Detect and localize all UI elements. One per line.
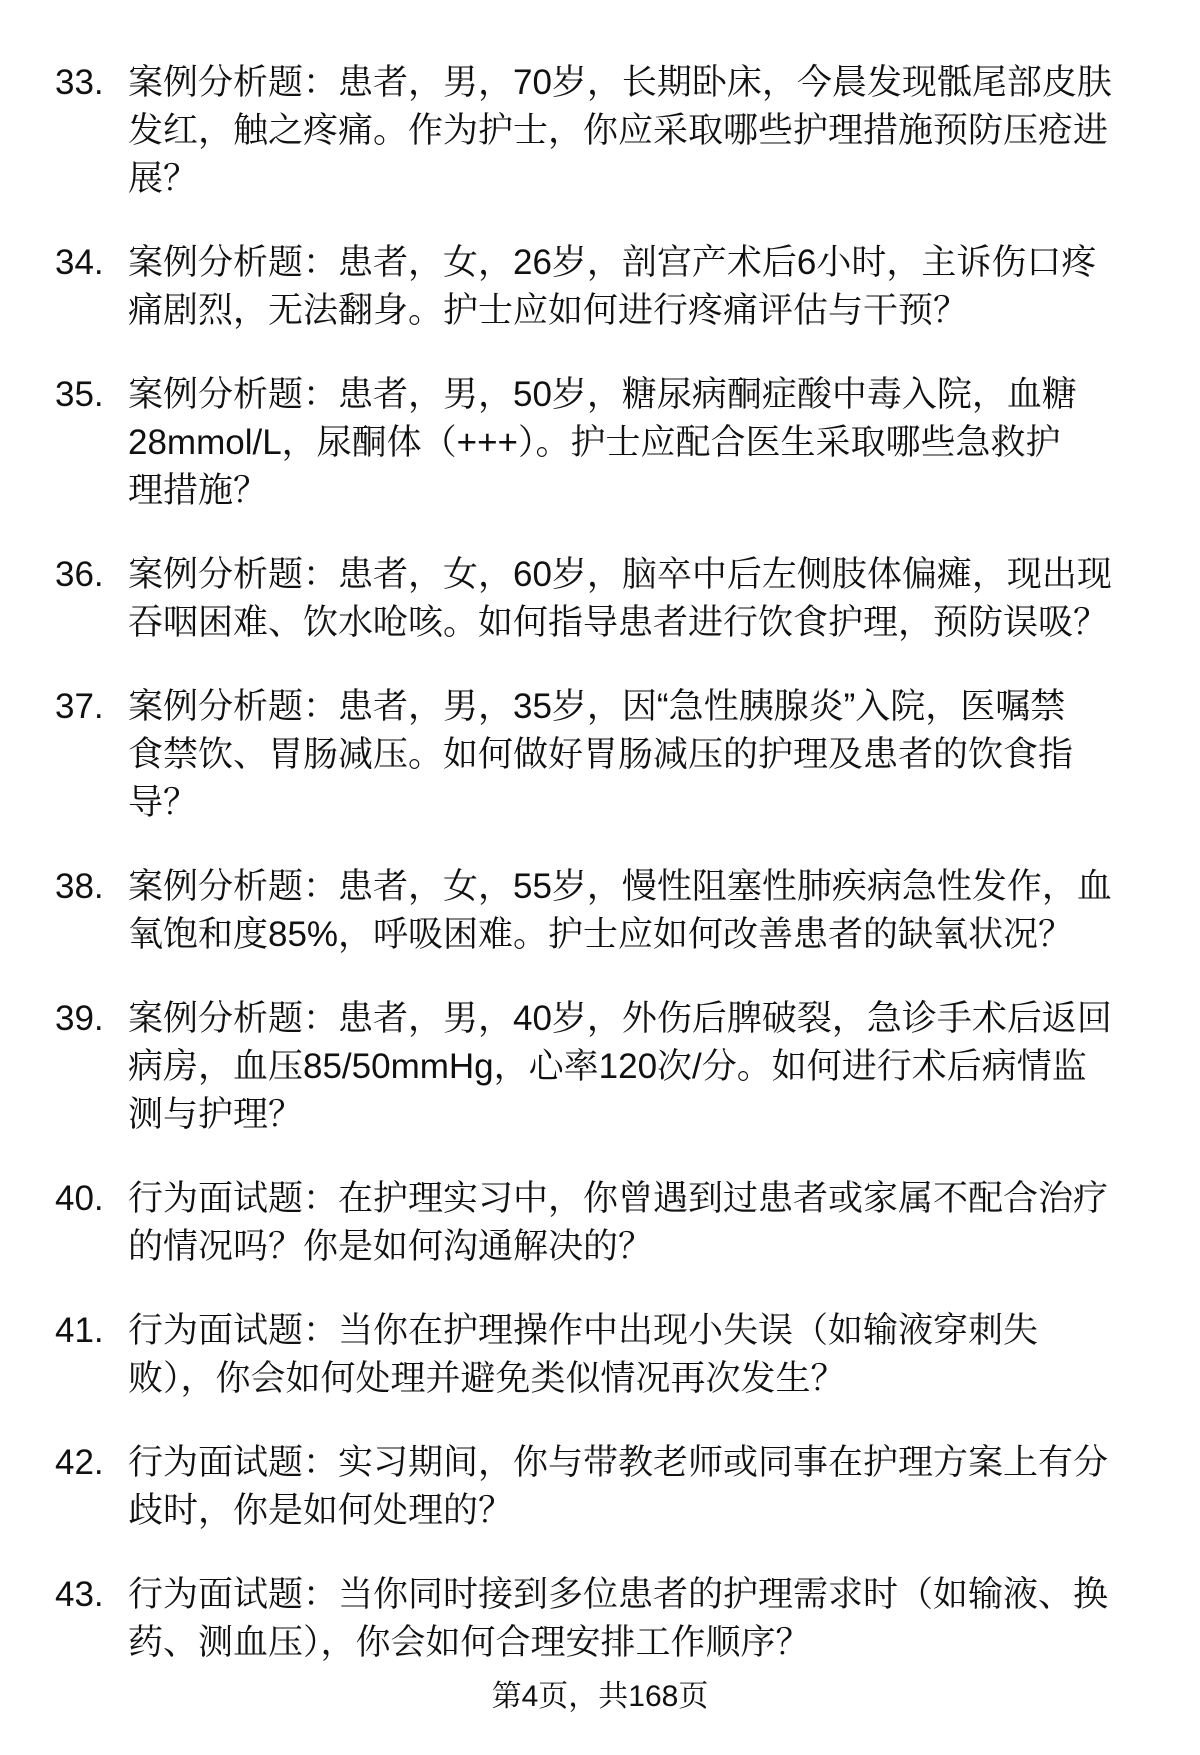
question-item [0, 1307, 1200, 1403]
question-text [128, 1439, 1200, 1535]
question-number: 39. [55, 999, 104, 1038]
question-item [0, 59, 1200, 203]
page-number: 第4页，共168页 [491, 1680, 709, 1713]
question-text-line: 28mmol/L，尿酮体（+++）。护士应配合医生采取哪些急救护 [128, 423, 1061, 462]
question-text-line: 歧时，你是如何处理的？ [128, 1491, 514, 1530]
question-text [128, 1175, 1200, 1271]
question-text [128, 1307, 1200, 1403]
question-text [128, 551, 1200, 647]
question-text-line: 败），你会如何处理并避免类似情况再次发生？ [128, 1359, 846, 1398]
question-item [0, 995, 1200, 1139]
question-text-line: 测与护理？ [128, 1095, 304, 1134]
question-text-line: 食禁饮、胃肠减压。如何做好胃肠减压的护理及患者的饮食指 [128, 735, 1074, 774]
question-text-line: 行为面试题：在护理实习中，你曾遇到过患者或家属不配合治疗 [128, 1179, 1109, 1218]
question-number: 40. [55, 1179, 104, 1218]
question-text-line: 理措施？ [128, 471, 269, 510]
question-text-line: 病房，血压85/50mmHg，心率120次/分。如何进行术后病情监 [128, 1047, 1087, 1086]
question-text-line: 案例分析题：患者，男，40岁，外伤后脾破裂，急诊手术后返回 [128, 999, 1112, 1038]
question-number: 43. [55, 1575, 104, 1614]
question-list [0, 59, 1200, 1703]
question-text [128, 1571, 1200, 1667]
question-text-line: 案例分析题：患者，女，55岁，慢性阻塞性肺疾病急性发作，血 [128, 867, 1112, 906]
question-text-line: 吞咽困难、饮水呛咳。如何指导患者进行饮食护理，预防误吸？ [128, 603, 1109, 642]
question-text [128, 371, 1200, 515]
question-text-line: 导？ [128, 783, 199, 822]
question-number: 37. [55, 687, 104, 726]
question-text [128, 863, 1200, 959]
question-number: 41. [55, 1311, 104, 1350]
question-text-line: 行为面试题：实习期间，你与带教老师或同事在护理方案上有分 [128, 1443, 1109, 1482]
question-number: 35. [55, 375, 104, 414]
question-item [0, 371, 1200, 515]
question-text-line: 展？ [128, 159, 199, 198]
question-text-line: 行为面试题：当你在护理操作中出现小失误（如输液穿刺失 [128, 1311, 1039, 1350]
question-item [0, 1175, 1200, 1271]
question-item [0, 863, 1200, 959]
question-item [0, 239, 1200, 335]
question-number: 42. [55, 1443, 104, 1482]
question-number: 33. [55, 63, 104, 102]
question-number: 36. [55, 555, 104, 594]
question-text-line: 案例分析题：患者，女，26岁，剖宫产术后6小时，主诉伤口疼 [128, 243, 1097, 282]
question-text-line: 药、测血压），你会如何合理安排工作顺序？ [128, 1623, 811, 1662]
question-text-line: 痛剧烈，无法翻身。护士应如何进行疼痛评估与干预？ [128, 291, 969, 330]
question-text [128, 59, 1200, 203]
question-number: 34. [55, 243, 104, 282]
question-text-line: 案例分析题：患者，男，70岁，长期卧床，今晨发现骶尾部皮肤 [128, 63, 1112, 102]
question-item [0, 1439, 1200, 1535]
question-text-line: 的情况吗？你是如何沟通解决的？ [128, 1227, 654, 1266]
question-item [0, 1571, 1200, 1667]
question-text [128, 683, 1200, 827]
question-number: 38. [55, 867, 104, 906]
question-text-line: 氧饱和度85%，呼吸困难。护士应如何改善患者的缺氧状况？ [128, 915, 1074, 954]
question-item [0, 551, 1200, 647]
question-text-line: 案例分析题：患者，男，50岁，糖尿病酮症酸中毒入院，血糖 [128, 375, 1077, 414]
question-text [128, 995, 1200, 1139]
question-item [0, 683, 1200, 827]
question-text-line: 案例分析题：患者，男，35岁，因“急性胰腺炎”入院，医嘱禁 [128, 687, 1066, 726]
question-text-line: 发红，触之疼痛。作为护士，你应采取哪些护理措施预防压疮进 [128, 111, 1109, 150]
question-text-line: 案例分析题：患者，女，60岁，脑卒中后左侧肢体偏瘫，现出现 [128, 555, 1112, 594]
question-text [128, 239, 1200, 335]
question-text-line: 行为面试题：当你同时接到多位患者的护理需求时（如输液、换 [128, 1575, 1109, 1614]
